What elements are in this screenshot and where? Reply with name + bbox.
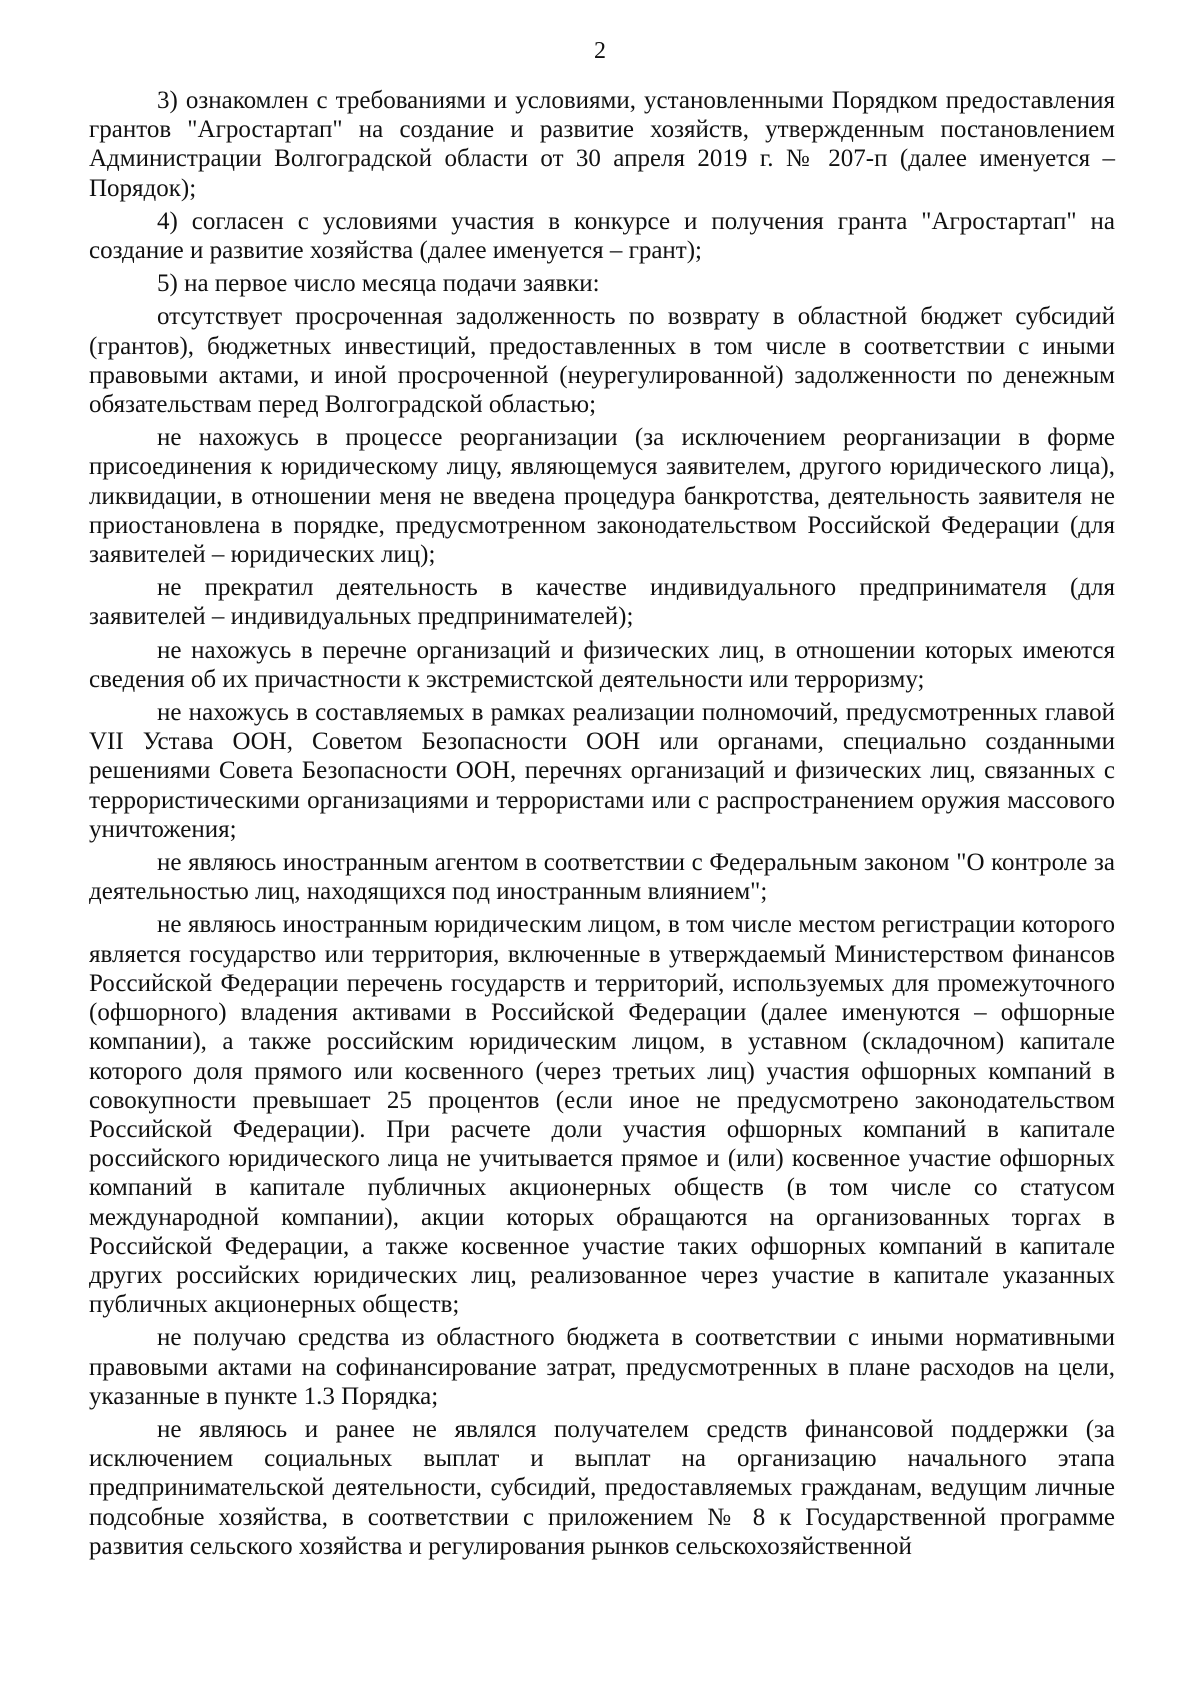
paragraph-not-foreign-agent: не являюсь иностранным агентом в соответствии с Федеральным законом "О контроле за деятельностью лиц, находящихся под иностранным влиянием"; xyxy=(89,849,1115,906)
paragraph-no-prior-support: не являюсь и ранее не являлся получателем средств финансовой поддержки (за исключением социальных выплат и выплат на организацию начального этапа предпринимательской деятельности, субсидий, предоставляемых гражданам, ведущим личные подсобные хозяйства, в соответствии с приложением № 8 к Государственной программе развития сельского хозяйства и регулирования рынков сельскохозяйственной xyxy=(89,1415,1115,1560)
document-body xyxy=(89,86,1115,1565)
paragraph-not-extremist-list: не нахожусь в перечне организаций и физических лиц, в отношении которых имеются сведения об их причастности к экстремистской деятельности или терроризму; xyxy=(89,636,1115,693)
paragraph-not-ceased-activity: не прекратил деятельность в качестве индивидуального предпринимателя (для заявителей – индивидуальных предпринимателей); xyxy=(89,574,1115,631)
paragraph-no-reorganization: не нахожусь в процессе реорганизации (за исключением реорганизации в форме присоединения к юридическому лицу, являющемуся заявителем, другого юридического лица), ликвидации, в отношении меня не введена процедура банкротства, деятельность заявителя не приостановлена в порядке, предусмотренном законодательством Российской Федерации (для заявителей – юридических лиц); xyxy=(89,424,1115,569)
paragraph-item-4: 4) согласен с условиями участия в конкурсе и получения гранта "Агростартап" на создание и развитие хозяйства (далее именуется – грант); xyxy=(89,207,1115,265)
paragraph-not-un-sanctions-list: не нахожусь в составляемых в рамках реализации полномочий, предусмотренных главой VII Устава ООН, Советом Безопасности ООН или органами, специально созданными решениями Совета Безопасности ООН, перечнях организаций и физических лиц, связанных с террористическими организациями и террористами или с распространением оружия массового уничтожения; xyxy=(89,699,1115,843)
paragraph-no-other-budget-funds: не получаю средства из областного бюджета в соответствии с иными нормативными правовыми актами на софинансирование затрат, предусмотренных в плане расходов на цели, указанные в пункте 1.3 Порядка; xyxy=(89,1324,1115,1410)
paragraph-no-debt: отсутствует просроченная задолженность по возврату в областной бюджет субсидий (грантов), бюджетных инвестиций, предоставленных в том числе в соответствии с иными правовыми актами, и иной просроченной (неурегулированной) задолженности по денежным обязательствам перед Волгоградской областью; xyxy=(89,303,1115,419)
page-number: 2 xyxy=(594,38,606,64)
paragraph-not-offshore-entity: не являюсь иностранным юридическим лицом, в том числе местом регистрации которого является государство или территория, включенные в утверждаемый Министерством финансов Российской Федерации перечень государств и территорий, используемых для промежуточного (офшорного) владения активами в Российской Федерации (далее именуются – офшорные компании), а также российским юридическим лицом, в уставном (складочном) капитале которого доля прямого или косвенного (через третьих лиц) участия офшорных компаний в совокупности превышает 25 процентов (если иное не предусмотрено законодательством Российской Федерации). При расчете доли участия офшорных компаний в капитале российского юридического лица не учитывается прямое и (или) косвенное участие офшорных компаний в капитале публичных акционерных обществ (в том числе со статусом международной компании), акции которых обращаются на организованных торгах в Российской Федерации, а также косвенное участие таких офшорных компаний в капитале других российских юридических лиц, реализованное через участие в капитале указанных публичных акционерных обществ; xyxy=(89,911,1115,1319)
paragraph-item-5: 5) на первое число месяца подачи заявки: xyxy=(157,270,600,298)
paragraph-item-3: 3) ознакомлен с требованиями и условиями, установленными Порядком предоставления грантов "Агростартап" на создание и развитие хозяйств, утвержденным постановлением Администрации Волгоградской области от 30 апреля 2019 г. № 207-п (далее именуется – Порядок); xyxy=(89,87,1115,202)
